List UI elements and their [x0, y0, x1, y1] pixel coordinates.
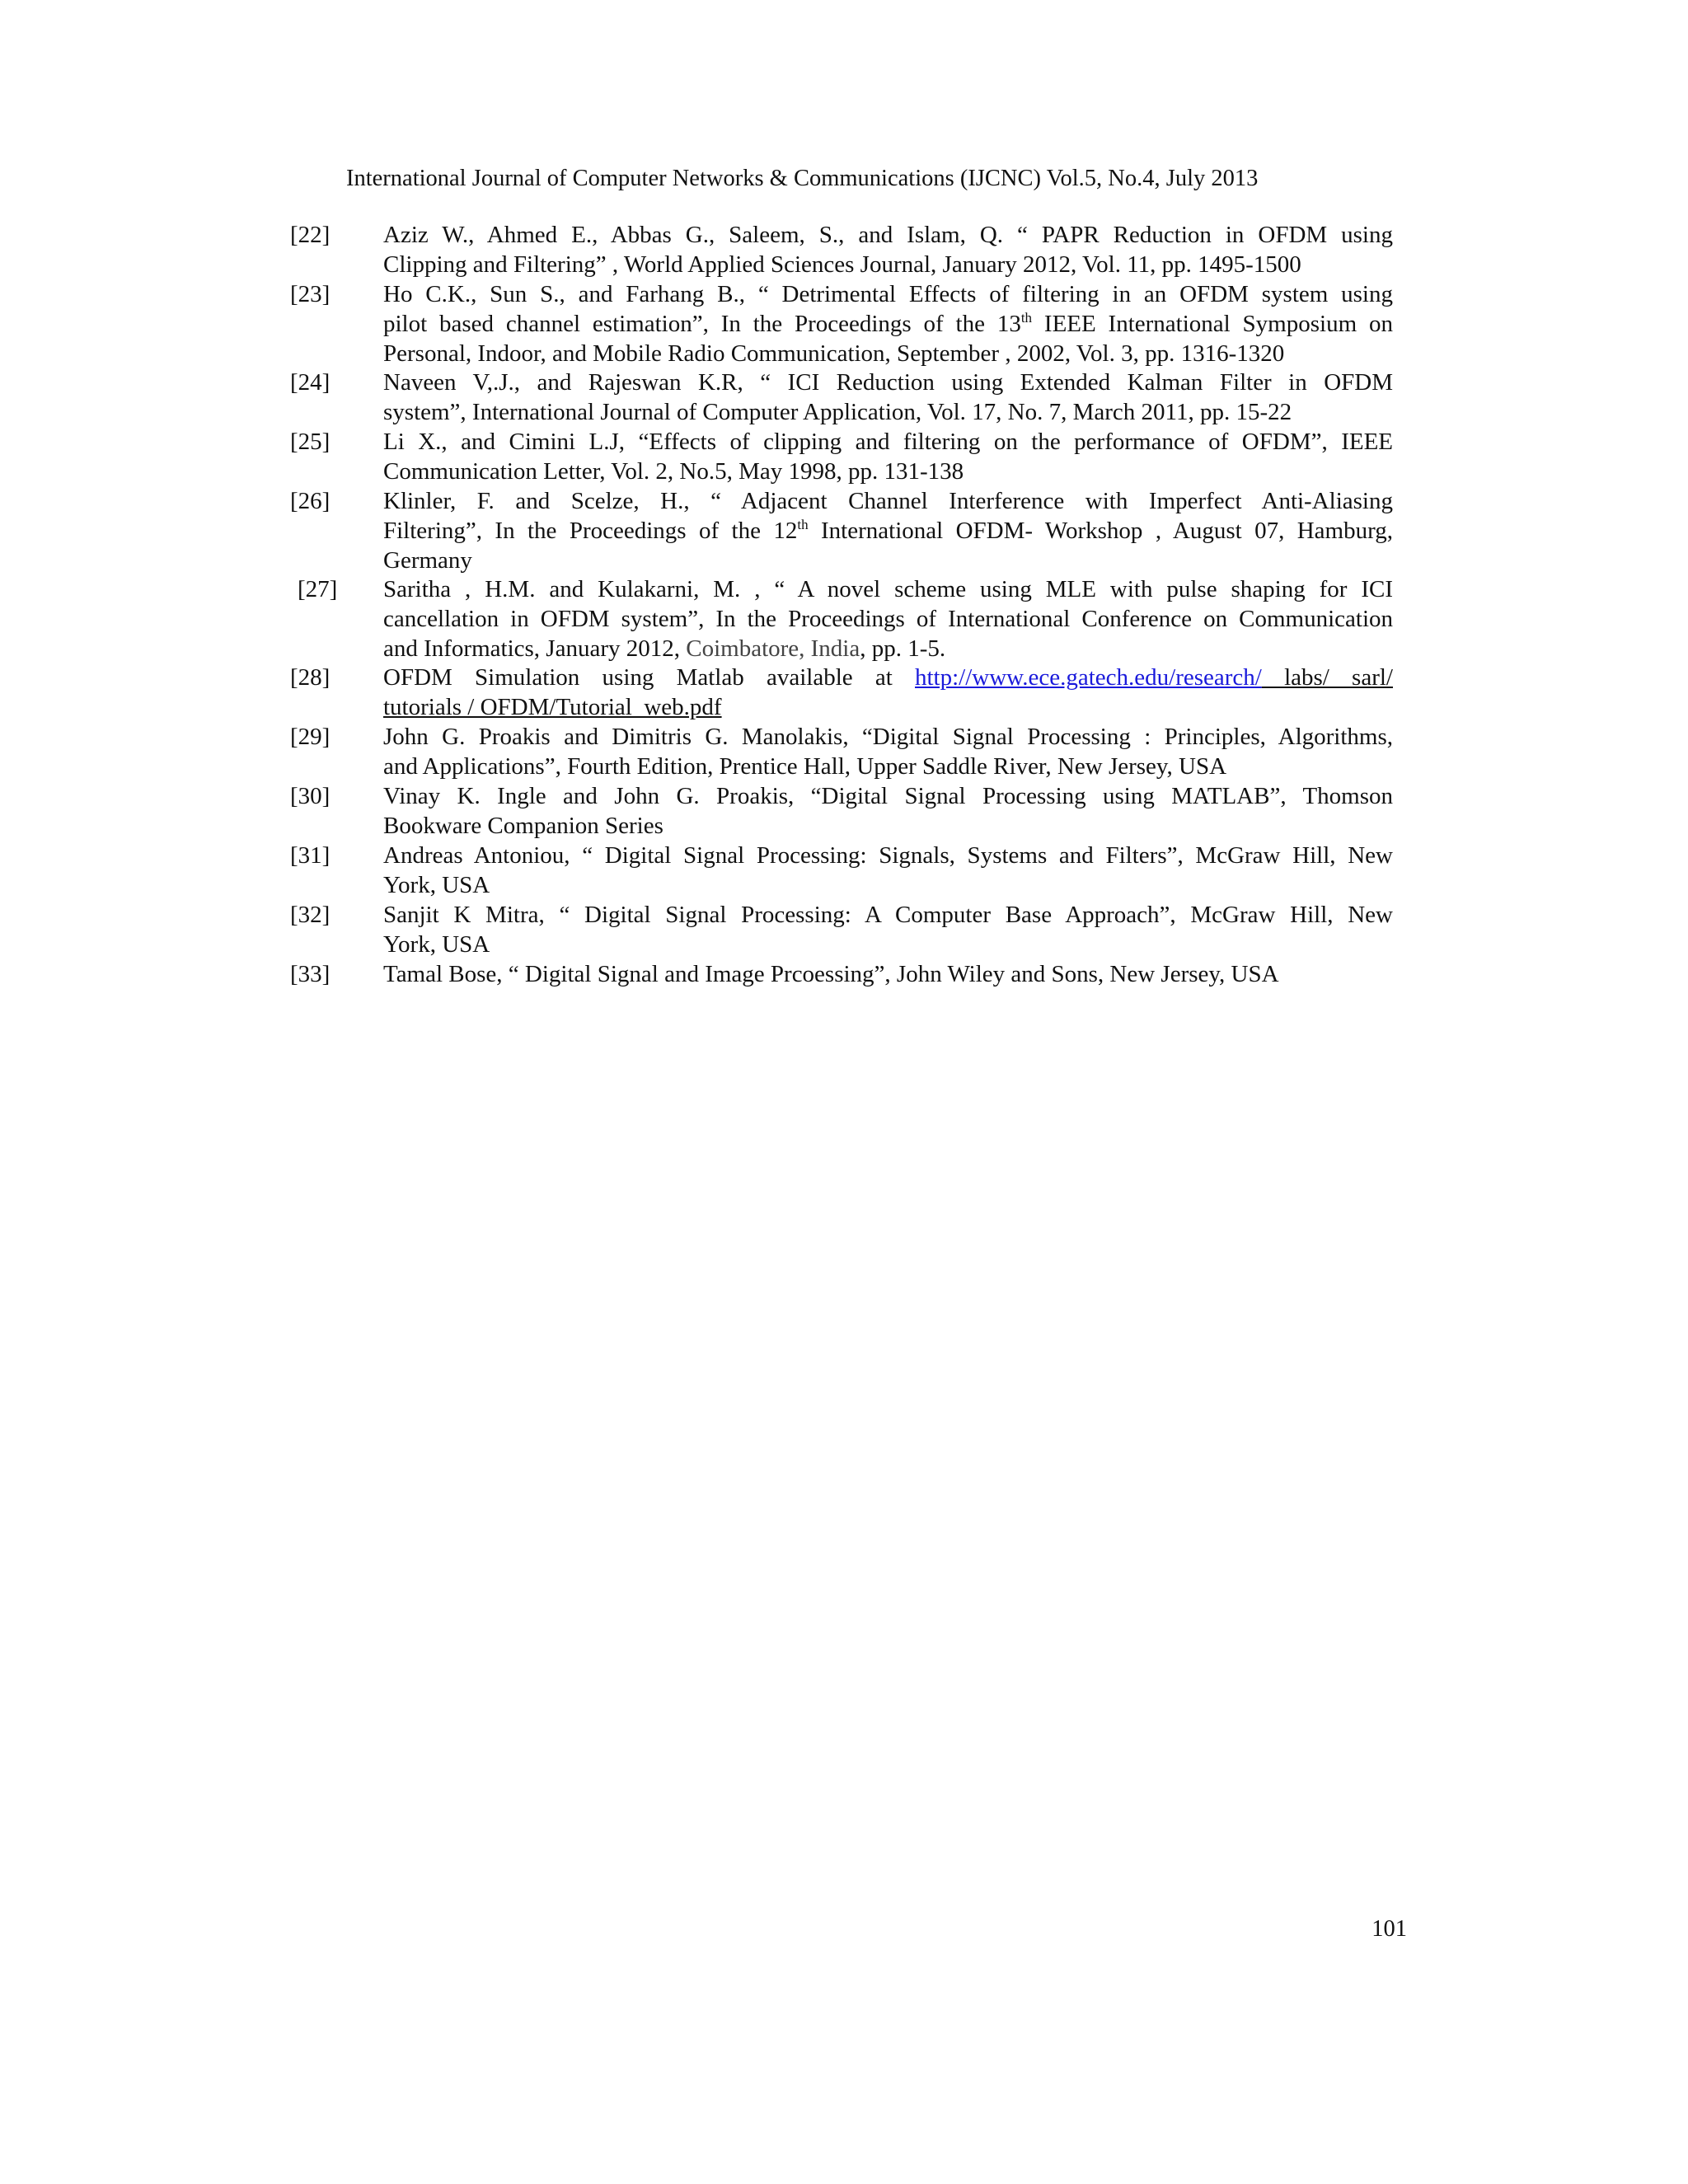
reference-line: Communication Letter, Vol. 2, No.5, May 1998, pp. 131-138	[383, 457, 964, 485]
reference-number: [26]	[290, 488, 331, 514]
reference-text: OFDM Simulation using Matlab available at	[383, 664, 915, 691]
reference-24	[288, 368, 1393, 428]
reference-line: York, USA	[383, 871, 490, 898]
reference-line: Personal, Indoor, and Mobile Radio Communication, September , 2002, Vol. 3, pp. 1316-1320	[383, 340, 1285, 367]
reference-line: John G. Proakis and Dimitris G. Manolakis, “Digital Signal Processing : Principles, Algorithms,	[383, 724, 1393, 750]
reference-29	[288, 723, 1393, 782]
reference-line: Andreas Antoniou, “ Digital Signal Processing: Signals, Systems and Filters”, McGraw Hill, New	[383, 842, 1393, 869]
reference-number: [28]	[290, 664, 331, 691]
reference-line: cancellation in OFDM system”, In the Proceedings of International Conference on Communication	[383, 605, 1393, 632]
reference-number: [30]	[290, 783, 331, 809]
running-head: International Journal of Computer Networks & Communications (IJCNC) Vol.5, No.4, July 2013	[346, 166, 1259, 191]
reference-32	[288, 901, 1393, 960]
reference-text: and Informatics, January 2012,	[383, 635, 687, 662]
reference-text: Filtering”, In the Proceedings of the 12	[383, 517, 798, 544]
reference-text: , pp. 1-5.	[860, 635, 946, 662]
superscript: th	[797, 516, 809, 532]
reference-23	[288, 280, 1393, 368]
reference-line: Tamal Bose, “ Digital Signal and Image Prcoessing”, John Wiley and Sons, New Jersey, USA	[383, 961, 1279, 987]
reference-line	[383, 663, 1393, 693]
reference-number: [32]	[290, 902, 331, 928]
reference-line	[383, 635, 1393, 664]
reference-number: [23]	[290, 281, 331, 307]
reference-30	[288, 782, 1393, 841]
reference-25	[288, 428, 1393, 487]
reference-number: [27]	[298, 576, 338, 602]
reference-line	[383, 517, 1393, 546]
reference-list	[288, 221, 1393, 990]
reference-26	[288, 487, 1393, 575]
reference-line	[383, 310, 1393, 340]
reference-line: Germany	[383, 546, 472, 574]
reference-27	[288, 575, 1393, 663]
reference-number: [31]	[290, 842, 331, 869]
reference-22	[288, 221, 1393, 280]
reference-line: Bookware Companion Series	[383, 812, 663, 839]
reference-line: Saritha , H.M. and Kulakarni, M. , “ A novel scheme using MLE with pulse shaping for ICI	[383, 576, 1393, 602]
reference-33	[288, 960, 1393, 990]
reference-number: [33]	[290, 961, 331, 987]
reference-number: [22]	[290, 222, 331, 248]
reference-line: Ho C.K., Sun S., and Farhang B., “ Detrimental Effects of filtering in an OFDM system using	[383, 281, 1393, 307]
url-link[interactable]: http://www.ece.gatech.edu/research/	[915, 664, 1262, 691]
reference-line: Aziz W., Ahmed E., Abbas G., Saleem, S., and Islam, Q. “ PAPR Reduction in OFDM using	[383, 222, 1393, 248]
reference-line: Li X., and Cimini L.J, “Effects of clipping and filtering on the performance of OFDM”, IEEE	[383, 429, 1393, 455]
url-text: tutorials / OFDM/Tutorial_web.pdf	[383, 693, 722, 720]
url-text: labs/ sarl/	[1261, 664, 1393, 691]
reference-number: [25]	[290, 429, 331, 455]
reference-28	[288, 663, 1393, 723]
reference-line: and Applications”, Fourth Edition, Prentice Hall, Upper Saddle River, New Jersey, USA	[383, 752, 1227, 780]
reference-31	[288, 841, 1393, 901]
reference-line: Vinay K. Ingle and John G. Proakis, “Digital Signal Processing using MATLAB”, Thomson	[383, 783, 1393, 809]
reference-text: IEEE International Symposium on	[1032, 310, 1393, 337]
reference-number: [24]	[290, 369, 331, 396]
reference-number: [29]	[290, 724, 331, 750]
place-name: Coimbatore, India	[686, 635, 860, 662]
reference-line: Naveen V,.J., and Rajeswan K.R, “ ICI Reduction using Extended Kalman Filter in OFDM	[383, 369, 1393, 396]
reference-line: Clipping and Filtering” , World Applied Sciences Journal, January 2012, Vol. 11, pp. 1495-1500	[383, 251, 1301, 278]
reference-line: York, USA	[383, 930, 490, 958]
superscript: th	[1020, 309, 1033, 326]
reference-line: Klinler, F. and Scelze, H., “ Adjacent Channel Interference with Imperfect Anti-Aliasing	[383, 488, 1393, 514]
reference-line: Sanjit K Mitra, “ Digital Signal Processing: A Computer Base Approach”, McGraw Hill, New	[383, 902, 1393, 928]
reference-text: International OFDM- Workshop , August 07, Hamburg,	[808, 517, 1393, 544]
page-number: 101	[1372, 1916, 1407, 1942]
reference-text: pilot based channel estimation”, In the Proceedings of the 13	[383, 310, 1021, 337]
reference-line: system”, International Journal of Computer Application, Vol. 17, No. 7, March 2011, pp. 15-22	[383, 398, 1292, 425]
